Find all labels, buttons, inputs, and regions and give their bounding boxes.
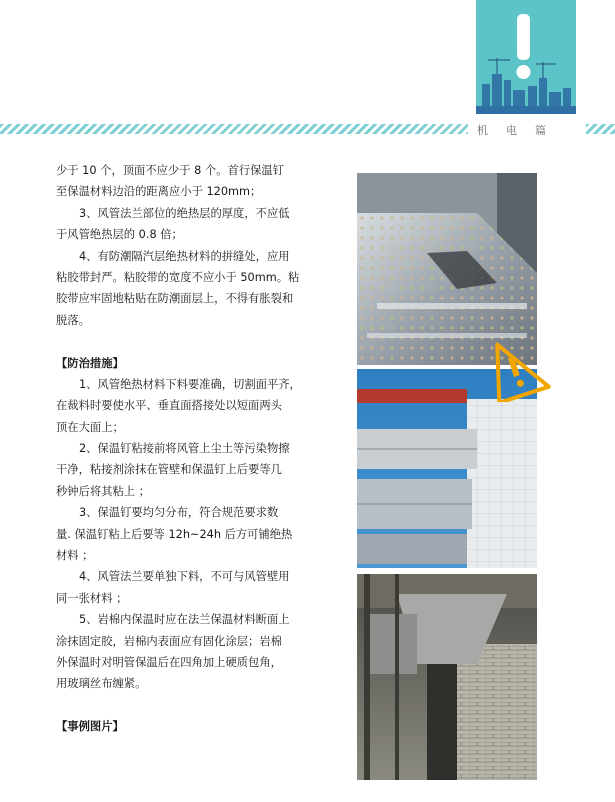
text-line: 量. 保温钉粘上后要等 12h~24h 后方可铺绝热 xyxy=(56,527,293,541)
text-line: 材料 ； xyxy=(56,549,94,563)
text-line: 外保温时对明管保温后在四角加上硬质包角， xyxy=(56,655,282,669)
text-line: 至保温材料边沿的距离应小于 120mm； xyxy=(56,185,262,199)
text-line: 于风管绝热层的 0.8 倍； xyxy=(56,228,183,242)
text-line: 秒钟后将其粘上 ； xyxy=(56,484,150,498)
body-text xyxy=(56,160,306,738)
text-line: 在裁料时要使水平、垂直面搭接处以短面两头 xyxy=(56,399,282,413)
text-line: 用玻璃丝布缠紧。 xyxy=(56,677,147,691)
section-title: 机电篇 xyxy=(477,124,564,137)
example-heading: 【事例图片】 xyxy=(56,720,124,734)
warning-triangle-icon xyxy=(486,336,566,402)
text-line: 5、岩棉内保温时应在法兰保温材料断面上 xyxy=(79,613,290,627)
text-line: 同一张材料 ； xyxy=(56,591,128,605)
text-line: 3、保温钉要均匀分布，符合规范要求数 xyxy=(79,506,279,520)
text-line: 干净，粘接剂涂抹在管壁和保温钉上后要等几 xyxy=(56,463,282,477)
text-line: 2、保温钉粘接前将风管上尘土等污染物擦 xyxy=(79,442,290,456)
prevention-heading: 【防治措施】 xyxy=(56,356,124,370)
text-line: 胶带应牢固地粘贴在防潮面层上，不得有胀裂和 xyxy=(56,292,294,306)
exclamation-icon xyxy=(476,0,576,114)
text-line: 顶在大面上； xyxy=(56,420,124,434)
header-logo-block xyxy=(476,0,576,114)
text-line: 1、风管绝热材料下料要准确，切割面平齐， xyxy=(79,377,301,391)
text-line: 3、风管法兰部位的绝热层的厚度，不应低 xyxy=(79,206,290,220)
duct-insulation-photo-3 xyxy=(357,574,537,780)
text-line: 粘胶带封严。粘胶带的宽度不应小于 50mm。粘 xyxy=(56,270,300,284)
text-line: 4、风管法兰要单独下料，不可与风管壁用 xyxy=(79,570,290,584)
text-line: 少于 10 个，顶面不应少于 8 个。首行保温钉 xyxy=(56,164,284,177)
text-line: 脱落。 xyxy=(56,313,90,327)
text-line: 4、有防潮隔汽层绝热材料的拼缝处，应用 xyxy=(79,249,290,263)
text-line: 涂抹固定胶，岩棉内表面应有固化涂层；岩棉 xyxy=(56,634,282,648)
